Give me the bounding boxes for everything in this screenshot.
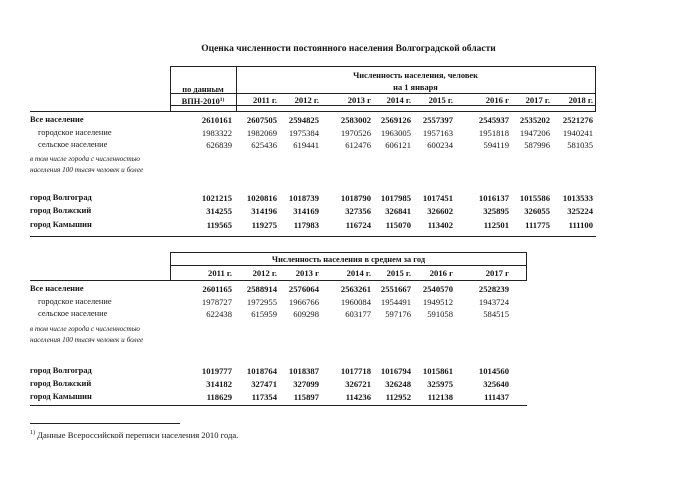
table1-bottom-rule xyxy=(30,236,596,237)
table-cell: 581035 xyxy=(567,140,593,150)
table2-header-rule xyxy=(30,280,527,281)
year-header: 2011 г. xyxy=(253,95,277,105)
table-cell: 1975384 xyxy=(288,128,319,138)
row-label: Все население xyxy=(30,115,84,124)
table-cell: 2594825 xyxy=(288,115,319,125)
table-cell: 1021215 xyxy=(201,193,232,203)
table-cell: 2569126 xyxy=(380,115,411,125)
table-cell: 1018764 xyxy=(246,366,277,376)
table1-caption: Численность населения, человек xyxy=(353,71,478,80)
table-cell: 326248 xyxy=(385,379,411,389)
year-header: 2013 г xyxy=(295,268,319,278)
table-cell: 1983322 xyxy=(201,128,232,138)
footnote-marker: 1) xyxy=(30,430,35,436)
table-cell: 325640 xyxy=(483,379,509,389)
table-cell: 2540570 xyxy=(422,284,453,294)
table-cell: 1017718 xyxy=(340,366,371,376)
table-cell: 1018790 xyxy=(340,193,371,203)
table-cell: 1015586 xyxy=(519,193,550,203)
table-cell: 326055 xyxy=(524,206,550,216)
table-cell: 2610161 xyxy=(201,115,232,125)
table-cell: 1982069 xyxy=(246,128,277,138)
table-cell: 2576064 xyxy=(288,284,319,294)
table-cell: 1016137 xyxy=(478,193,509,203)
table-cell: 327356 xyxy=(345,206,371,216)
table-cell: 314196 xyxy=(251,206,277,216)
table2-cities-note: в том числе города с численностью населения 100 тысяч человек и более xyxy=(30,325,144,344)
table1-right-border xyxy=(595,66,596,111)
table-cell: 2535202 xyxy=(519,115,550,125)
table-cell: 1020816 xyxy=(246,193,277,203)
table-cell: 117354 xyxy=(251,392,277,402)
year-header: 2017 г xyxy=(485,268,509,278)
row-label: Все население xyxy=(30,284,84,293)
year-header: 2015 г. xyxy=(428,95,453,105)
table-cell: 603177 xyxy=(345,309,371,319)
table-cell: 2521276 xyxy=(562,115,593,125)
table-cell: 114236 xyxy=(345,392,371,402)
table-cell: 622438 xyxy=(206,309,232,319)
table-cell: 325895 xyxy=(483,206,509,216)
table-cell: 1018739 xyxy=(288,193,319,203)
year-header: 2012 г. xyxy=(294,95,319,105)
year-header: 2014 г. xyxy=(346,268,371,278)
table-cell: 326841 xyxy=(385,206,411,216)
table1-top-rule xyxy=(170,66,596,67)
table-cell: 609298 xyxy=(293,309,319,319)
table-cell: 325975 xyxy=(427,379,453,389)
table-cell: 612476 xyxy=(345,140,371,150)
table-cell: 2545937 xyxy=(478,115,509,125)
table-cell: 1970526 xyxy=(340,128,371,138)
year-header: 2014 г. xyxy=(386,95,411,105)
document-title: Оценка численности постоянного населения Волгоградской области xyxy=(201,44,496,54)
table-cell: 325224 xyxy=(567,206,593,216)
table-cell: 1947206 xyxy=(519,128,550,138)
row-label: сельское население xyxy=(38,309,108,318)
table-cell: 112952 xyxy=(385,392,411,402)
table-cell: 597176 xyxy=(385,309,411,319)
table-cell: 1017985 xyxy=(380,193,411,203)
table-cell: 112501 xyxy=(483,220,509,230)
table-cell: 326602 xyxy=(427,206,453,216)
row-label: город Волжский xyxy=(30,206,92,215)
table-cell: 619441 xyxy=(293,140,319,150)
table-cell: 326721 xyxy=(345,379,371,389)
footnote-separator xyxy=(30,423,180,424)
table2-bottom-rule xyxy=(30,405,527,406)
table-cell: 115897 xyxy=(293,392,319,402)
table-cell: 1017451 xyxy=(422,193,453,203)
table-cell: 1978727 xyxy=(201,297,232,307)
footnote-text: Данные Всероссийской переписи населения 2010 года. xyxy=(37,430,239,440)
year-header: 2017 г. xyxy=(525,95,550,105)
census-header-line2: ВПН-2010$^{1)}$ xyxy=(181,97,225,106)
table-cell: 1972955 xyxy=(246,297,277,307)
footnote xyxy=(30,430,238,440)
year-header: 2013 г xyxy=(347,95,371,105)
table-cell: 625436 xyxy=(251,140,277,150)
table2-mid-rule xyxy=(170,265,527,266)
table-cell: 117983 xyxy=(293,220,319,230)
table-cell: 2528239 xyxy=(478,284,509,294)
table-cell: 327099 xyxy=(293,379,319,389)
table1-body-rule xyxy=(30,111,596,112)
year-header: 2016 г xyxy=(429,268,453,278)
table-cell: 2551667 xyxy=(380,284,411,294)
table-cell: 2607505 xyxy=(246,115,277,125)
table-cell: 119275 xyxy=(251,220,277,230)
row-label: сельское население xyxy=(38,140,108,149)
table-cell: 2557397 xyxy=(422,115,453,125)
year-header: 2018 г. xyxy=(568,95,593,105)
table-cell: 1951818 xyxy=(478,128,509,138)
table-cell: 1957163 xyxy=(422,128,453,138)
table-cell: 615959 xyxy=(251,309,277,319)
table1-subcaption: на 1 января xyxy=(393,83,438,92)
table-cell: 118629 xyxy=(206,392,232,402)
table-cell: 587996 xyxy=(524,140,550,150)
table2-caption: Численность населения в среднем за год xyxy=(271,255,426,264)
row-label: город Волгоград xyxy=(30,193,92,202)
table2-top-rule xyxy=(170,252,527,253)
table-cell: 119565 xyxy=(206,220,232,230)
table-cell: 1943724 xyxy=(478,297,509,307)
table-cell: 1949512 xyxy=(422,297,453,307)
table-cell: 1014560 xyxy=(478,366,509,376)
table-cell: 327471 xyxy=(251,379,277,389)
census-header-line1: по данным xyxy=(182,85,224,94)
table-cell: 2563261 xyxy=(340,284,371,294)
year-header: 2015 г. xyxy=(386,268,411,278)
table-cell: 113402 xyxy=(427,220,453,230)
table-cell: 1015861 xyxy=(422,366,453,376)
row-label: город Волжский xyxy=(30,379,92,388)
table1-cities-note: в том числе города с численностью населения 100 тысяч человек и более xyxy=(30,155,144,174)
table-cell: 1019777 xyxy=(201,366,232,376)
table-cell: 1960084 xyxy=(340,297,371,307)
table-cell: 606121 xyxy=(385,140,411,150)
table-cell: 1966766 xyxy=(288,297,319,307)
table-cell: 2588914 xyxy=(246,284,277,294)
table-cell: 1963005 xyxy=(380,128,411,138)
table-cell: 1018387 xyxy=(288,366,319,376)
year-header: 2016 г xyxy=(485,95,509,105)
row-label: город Волгоград xyxy=(30,366,92,375)
table-cell: 111100 xyxy=(568,220,593,230)
row-label: городское население xyxy=(38,297,112,306)
year-header: 2012 г. xyxy=(252,268,277,278)
row-label: город Камышин xyxy=(30,392,92,401)
table-cell: 115070 xyxy=(385,220,411,230)
table-cell: 1940241 xyxy=(562,128,593,138)
table-cell: 111775 xyxy=(525,220,550,230)
table-cell: 111437 xyxy=(484,392,509,402)
table-cell: 116724 xyxy=(345,220,371,230)
table-cell: 584515 xyxy=(483,309,509,319)
year-header: 2011 г. xyxy=(208,268,232,278)
table-cell: 1016794 xyxy=(380,366,411,376)
table-cell: 112138 xyxy=(427,392,453,402)
table-cell: 314169 xyxy=(293,206,319,216)
table-cell: 314182 xyxy=(206,379,232,389)
row-label: городское население xyxy=(38,128,112,137)
row-label: город Камышин xyxy=(30,220,92,229)
table-cell: 1954491 xyxy=(380,297,411,307)
table-cell: 626839 xyxy=(206,140,232,150)
table-cell: 2583002 xyxy=(340,115,371,125)
table-cell: 591058 xyxy=(427,309,453,319)
table-cell: 594119 xyxy=(483,140,509,150)
table-cell: 1013533 xyxy=(562,193,593,203)
footnote-marker: 1) xyxy=(219,97,225,103)
table-cell: 600234 xyxy=(427,140,453,150)
table-cell: 2601165 xyxy=(202,284,232,294)
table-cell: 314255 xyxy=(206,206,232,216)
